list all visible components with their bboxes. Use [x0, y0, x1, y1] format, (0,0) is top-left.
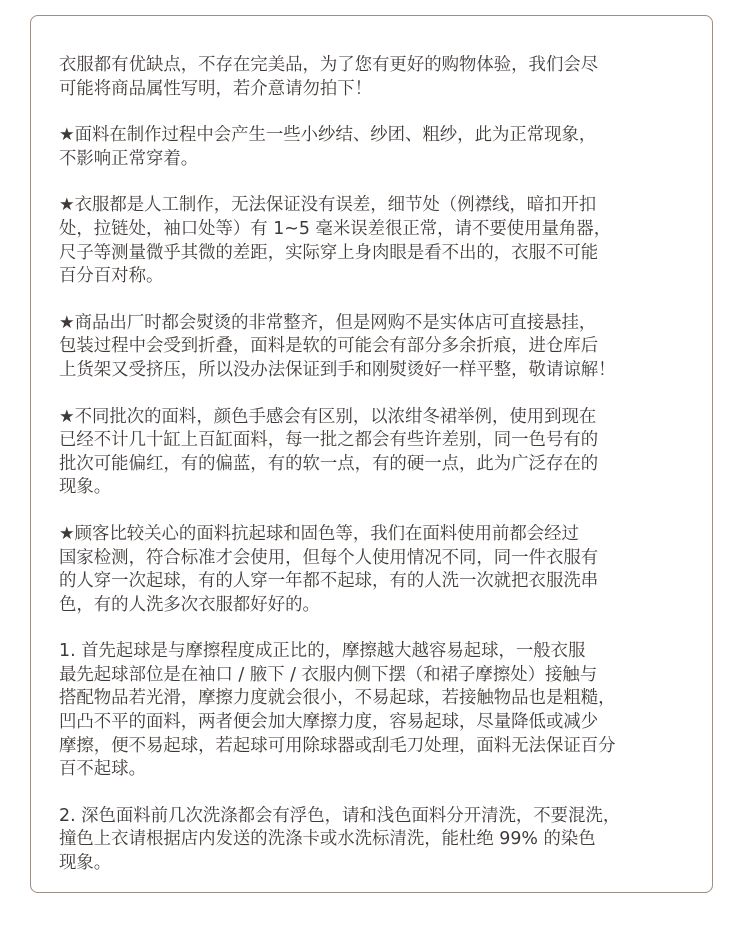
fabric-yarn-note: ★面料在制作过程中会产生一些小纱结、纱团、粗纱，此为正常现象， 不影响正常穿着。	[59, 125, 597, 169]
notice-card	[30, 15, 713, 893]
ironing-crease-note: ★商品出厂时都会熨烫的非常整齐，但是网购不是实体店可直接悬挂， 包装过程中会受到折叠，面料是软的可能会有部分多余折痕，进仓库后 上货架又受挤压，所以没办法保证到手和刚熨烫好一样平整，敬请谅解！	[59, 312, 616, 380]
handmade-tolerance-note: ★衣服都是人工制作，无法保证没有误差，细节处（例襟线，暗扣开扣 处，拉链处，袖口处等）有 1~5 毫米误差很正常，请不要使用量角器， 尺子等测量微乎其微的差距，实际穿上身肉眼是看不出的，衣服不可能 百分百对称。	[59, 195, 612, 287]
dark-color-wash-point: 2. 深色面料前几次洗涤都会有浮色，请和浅色面料分开清洗，不要混洗， 撞色上衣请根据店内发送的洗涤卡或水洗标清洗，能杜绝 99% 的染色 现象。	[59, 805, 621, 874]
batch-color-note: ★不同批次的面料，颜色手感会有区别，以浓绀冬裙举例，使用到现在 已经不计几十缸上百缸面料，每一批之都会有些许差别，同一色号有的 批次可能偏红，有的偏蓝，有的软一点，有的硬一点，此为广泛存在的 现象。	[59, 406, 599, 498]
intro-paragraph: 衣服都有优缺点，不存在完美品，为了您有更好的购物体验，我们会尽 可能将商品属性写明，若介意请勿拍下！	[59, 55, 599, 99]
pilling-friction-point: 1. 首先起球是与摩擦程度成正比的，摩擦越大越容易起球，一般衣服 最先起球部位是在袖口 / 腋下 / 衣服内侧下摆（和裙子摩擦处）接触与 搭配物品若光滑，摩擦力度就会很小，不易起球，若接触物品也是粗糙， 凹凸不平的面料，两者便会加大摩擦力度，容易起球，尽量降低或减少 摩擦，便不易起球，若起球可用除球器或刮毛刀处理，面料无法保证百分 百不起球。	[59, 641, 616, 780]
notice-body	[59, 54, 709, 899]
pilling-colorfast-note: ★顾客比较关心的面料抗起球和固色等，我们在面料使用前都会经过 国家检测，符合标准才会使用，但每个人使用情况不同，同一件衣服有 的人穿一次起球，有的人穿一年都不起球，有的人洗一次就把衣服洗串 色，有的人洗多次衣服都好好的。	[59, 523, 599, 615]
